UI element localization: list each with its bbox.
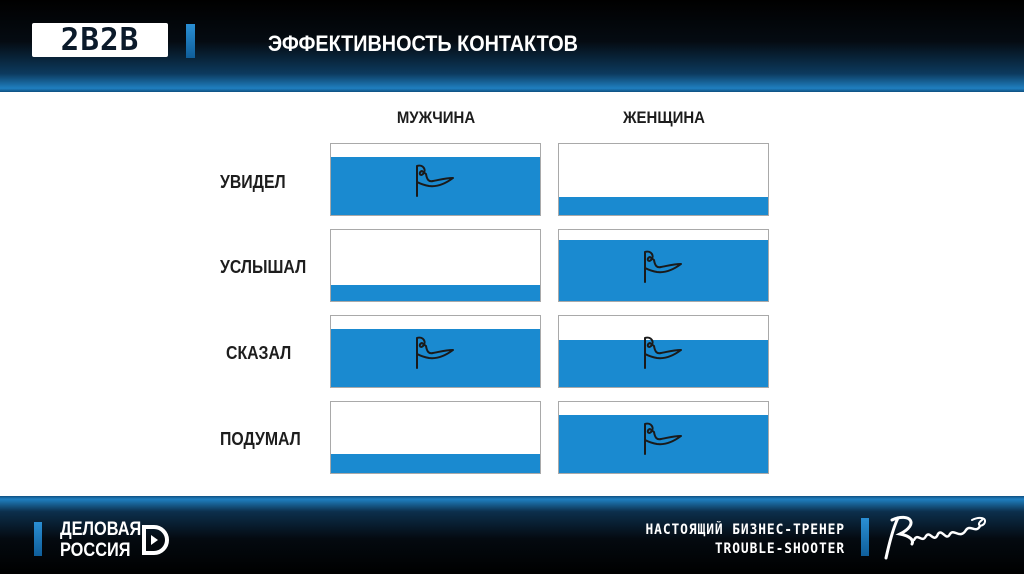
logo-text: 2B2B (60, 22, 140, 58)
flag-cell (558, 401, 769, 474)
flag-fill (331, 454, 540, 473)
pennant-flag-icon (641, 420, 685, 456)
pennant-flag-icon (641, 334, 685, 370)
row-label-saw: УВИДЕЛ (220, 172, 286, 192)
footer-bar (0, 496, 1024, 574)
delovaya-rossiya-logo-icon (140, 523, 170, 557)
flag-fill (559, 197, 768, 215)
row-label-said: СКАЗАЛ (226, 343, 292, 363)
flag-cell (558, 315, 769, 388)
pennant-flag-icon (413, 162, 457, 198)
row-label-thought: ПОДУМАЛ (220, 429, 301, 449)
footer-accent-bar-right (861, 518, 869, 556)
flag-cell (558, 229, 769, 302)
page-title: ЭФФЕКТИВНОСТЬ КОНТАКТОВ (268, 31, 578, 56)
column-header-male: МУЖЧИНА (396, 108, 476, 127)
pennant-flag-icon (413, 334, 457, 370)
flag-cell (330, 315, 541, 388)
footer-accent-bar-left (34, 522, 42, 556)
header-bar (0, 0, 1024, 92)
flag-cell (558, 143, 769, 216)
slogan-line-1: НАСТОЯЩИЙ БИЗНЕС-ТРЕНЕР (645, 522, 845, 538)
header-accent-bar (186, 24, 195, 58)
flag-cell (330, 143, 541, 216)
signature-logo (876, 510, 996, 566)
brand-line-2: РОССИЯ (60, 540, 131, 561)
column-header-female: ЖЕНЩИНА (623, 108, 705, 127)
flag-cell (330, 229, 541, 302)
flag-cell (330, 401, 541, 474)
row-label-heard: УСЛЫШАЛ (220, 257, 307, 277)
contact-matrix (0, 92, 1024, 496)
flag-fill (331, 285, 540, 301)
slogan-line-2: TROUBLE-SHOOTER (714, 541, 845, 557)
logo (32, 23, 168, 57)
brand-line-1: ДЕЛОВАЯ (60, 519, 142, 540)
pennant-flag-icon (641, 248, 685, 284)
